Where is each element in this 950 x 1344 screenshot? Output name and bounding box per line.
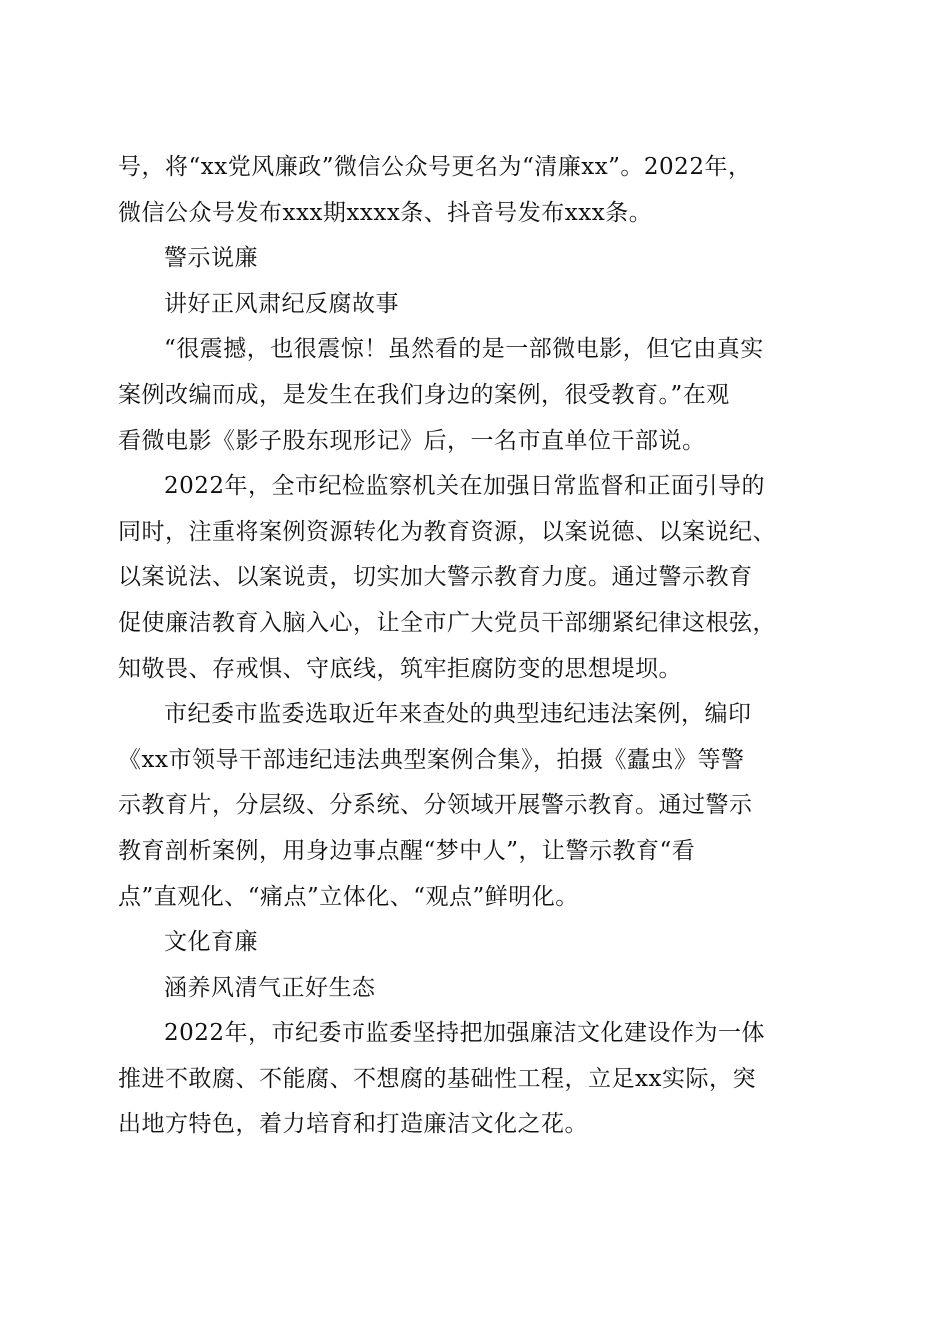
text-line: 2022年，全市纪检监察机关在加强日常监督和正面引导的 — [164, 473, 766, 500]
text-line: 教育剖析案例，用身边事点醒“梦中人”，让警示教育“看 — [118, 837, 696, 864]
text-line: 《xx市领导干部违纪违法典型案例合集》，拍摄《蠹虫》等警 — [118, 746, 745, 773]
text-line: 出地方特色，着力培育和打造廉洁文化之花。 — [118, 1111, 588, 1138]
section-heading: 警示说廉 — [164, 245, 258, 272]
text-line: 案例改编而成，是发生在我们身边的案例，很受教育。”在观 — [118, 381, 730, 408]
body-text — [118, 145, 822, 1148]
text-line: 微信公众号发布xxx期xxxx条、抖音号发布xxx条。 — [118, 199, 653, 226]
text-line: 同时，注重将案例资源转化为教育资源，以案说德、以案说纪、 — [118, 518, 776, 545]
text-line: 促使廉洁教育入脑入心，让全市广大党员干部绷紧纪律这根弦， — [118, 609, 776, 636]
text-line: 以案说法、以案说责，切实加大警示教育力度。通过警示教育 — [118, 564, 753, 591]
section-subheading: 讲好正风肃纪反腐故事 — [164, 290, 399, 317]
section-heading: 文化育廉 — [164, 929, 258, 956]
text-line: 知敬畏、存戒惧、守底线，筑牢拒腐防变的思想堤坝。 — [118, 655, 682, 682]
text-line: “很震撼，也很震惊！虽然看的是一部微电影，但它由真实 — [164, 336, 764, 363]
text-line: 点”直观化、“痛点”立体化、“观点”鲜明化。 — [118, 883, 579, 910]
text-line: 推进不敢腐、不能腐、不想腐的基础性工程，立足xx实际，突 — [118, 1065, 756, 1092]
section-subheading: 涵养风清气正好生态 — [164, 974, 376, 1001]
text-line: 看微电影《影子股东现形记》后，一名市直单位干部说。 — [118, 427, 706, 454]
text-line: 2022年，市纪委市监委坚持把加强廉洁文化建设作为一体 — [164, 1020, 766, 1047]
text-line: 市纪委市监委选取近年来查处的典型违纪违法案例，编印 — [164, 701, 752, 728]
text-line: 号，将“xx党风廉政”微信公众号更名为“清廉xx”。2022年， — [118, 154, 752, 180]
text-line: 示教育片，分层级、分系统、分领域开展警示教育。通过警示 — [118, 792, 753, 819]
